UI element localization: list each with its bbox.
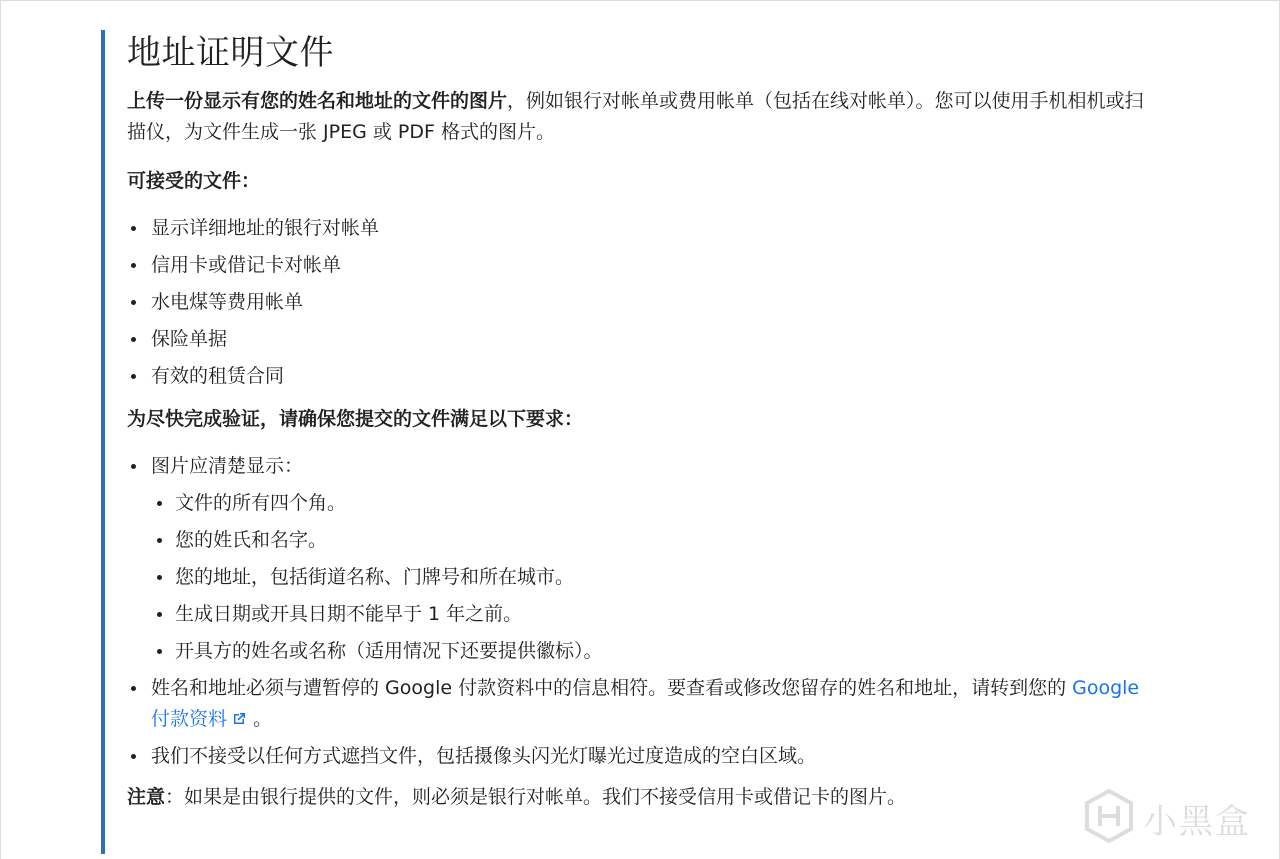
intro-bold-text: 上传一份显示有您的姓名和地址的文件的图片 [127,90,508,112]
callout-content [127,30,1157,813]
page-left-border [0,0,1,859]
list-item: 开具方的姓名或名称（适用情况下还要提供徽标）。 [151,636,1157,667]
requirements-heading: 为尽快完成验证，请确保您提交的文件满足以下要求： [127,408,584,430]
note-paragraph [127,782,1157,813]
accepted-documents-list [127,213,1157,392]
match-text-after: 。 [253,708,273,730]
address-proof-callout [101,30,1165,854]
list-item: 信用卡或借记卡对帐单 [127,250,1157,281]
image-requirements-sublist [151,488,1157,667]
intro-rest-text: ，例如银行对帐单或费用帐单（包括在线对帐单）。您可以使用手机相机或扫描仪，为文件生成一张 JPEG 或 PDF 格式的图片。 [127,90,1144,143]
list-item: 您的姓氏和名字。 [151,525,1157,556]
list-item: 显示详细地址的银行对帐单 [127,213,1157,244]
note-text: ：如果是由银行提供的文件，则必须是银行对帐单。我们不接受信用卡或借记卡的图片。 [165,786,907,808]
page-title: 地址证明文件 [127,33,334,73]
list-item: 有效的租赁合同 [127,361,1157,392]
accepted-documents-heading: 可接受的文件： [127,170,261,192]
google-payments-profile-link-label: Google 付款资料 [151,677,1140,730]
list-item: 水电煤等费用帐单 [127,287,1157,318]
list-item: 文件的所有四个角。 [151,488,1157,519]
note-label: 注意 [127,786,166,808]
no-obscuring-item: 我们不接受以任何方式遮挡文件，包括摄像头闪光灯曝光过度造成的空白区域。 [127,741,1157,772]
external-link-icon [231,711,247,727]
xiaoheihe-logo-icon [1083,788,1135,844]
intro-paragraph [127,86,1157,148]
image-requirements-label: 图片应清楚显示： [151,455,304,477]
match-text-before: 姓名和地址必须与遭暂停的 Google 付款资料中的信息相符。要查看或修改您留存的姓名和地址，请转到您的 [151,677,1073,699]
list-item: 生成日期或开具日期不能早于 1 年之前。 [151,599,1157,630]
requirements-list [127,451,1157,772]
list-item: 保险单据 [127,324,1157,355]
page-top-border [0,0,1280,1]
name-address-match-item [127,673,1157,735]
image-requirements-item [127,451,1157,667]
watermark-text: 小黑盒 [1143,802,1251,842]
list-item: 您的地址，包括街道名称、门牌号和所在城市。 [151,562,1157,593]
watermark [1083,786,1253,846]
